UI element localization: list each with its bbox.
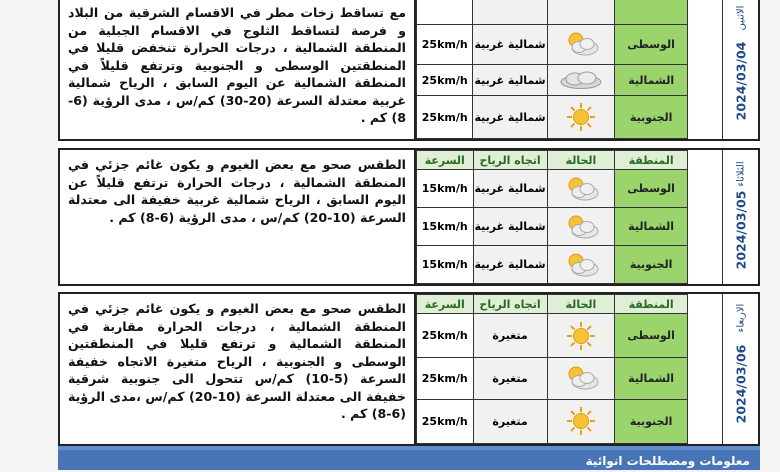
header-region: المنطقة [615,151,688,170]
day-description: الطقس صحو مع بعض الغيوم و يكون غائم جزئي في المنطقة الشمالية ، درجات الحرارة ترتفع قليلاً عن اليوم السابق ، الرياح شمالية غربية خفيفة الى معتدلة السرعة (10-20) كم/س ، مدى الرؤية (6-8) كم . [60,150,416,284]
day-description: الطقس صحو مع بعض الغيوم و يكون غائم جزئي في المنطقة الشمالية ، درجات الحرارة مقاربة في المنطقة الشمالية و ترتفع قليلا في المنطقتين الوسطى و الجنوبية ، الرياح متغيرة الاتجاه خفيفة السرعة (5-10) كم/س تتحول الى جنوبية شرقية خفيفة الى معتدلة السرعة (10-20) كم/س ،مدى الرؤية (6-8) كم . [60,294,416,444]
region-name: الشمالية [615,208,688,246]
header-speed: السرعة [417,151,474,170]
wind-speed: 15km/h [417,208,474,246]
region-name: الوسطى [615,170,688,208]
partly-cloudy-icon [548,30,615,58]
cloudy-icon [548,69,615,91]
weather-cell [547,0,615,25]
weather-cell [547,246,615,284]
wind-speed: 25km/h [417,314,474,358]
wind-speed: 25km/h [417,64,473,96]
weather-cell [547,314,615,358]
header-state: الحالة [547,151,615,170]
region-name: الجنوبية [615,246,688,284]
wind-direction: شمالية غربية [473,64,547,96]
forecast-sheet [58,0,760,470]
wind-direction: شمالية غربية [473,246,547,284]
region-name: الوسطى [615,314,688,358]
partly-cloudy-icon [548,175,615,203]
header-wind-dir: اتجاه الرياح [473,295,547,314]
wind-direction: متغيرة [473,314,547,358]
sunny-icon [548,321,615,351]
wind-speed [417,0,473,25]
weather-cell [547,25,615,65]
region-name: الجنوبية [615,399,688,443]
header-region: المنطقة [615,295,688,314]
wind-speed: 25km/h [417,25,473,65]
header-state: الحالة [547,295,615,314]
wind-speed: 25km/h [417,358,474,399]
wind-speed: 25km/h [417,96,473,139]
wind-direction: شمالية غربية [473,170,547,208]
footer-section-title: معلومات ومصطلحات انوائية [58,450,760,470]
weather-cell [547,399,615,443]
date-label: 2024/03/06 [733,344,748,424]
region-name: الوسطى [615,25,688,65]
day-name: الثلاثاء [735,161,746,187]
weather-cell [547,170,615,208]
wind-speed: 15km/h [417,170,474,208]
wind-direction: متغيرة [473,358,547,399]
wind-direction [473,0,547,25]
header-speed: السرعة [417,295,474,314]
date-column [722,0,758,139]
partly-cloudy-icon [548,251,615,279]
date-label: 2024/03/04 [733,41,748,121]
region-name: الجنوبية [615,96,688,139]
region-name [615,0,688,25]
header-wind-dir: اتجاه الرياح [473,151,547,170]
weather-cell [547,96,615,139]
sunny-icon [548,102,615,132]
day-description: مع تساقط زخات مطر في الاقسام الشرقية من البلاد و فرصة لتساقط الثلوج في الاقسام الجبلية من المنطقة الشمالية ، درجات الحرارة تنخفض قليلا في المنطقتين الوسطى و الجنوبية وترتفع قليلاً في المنطقة الشمالية عن اليوم السابق ، الرياح شمالية غربية معتدلة السرعة (20-30) كم/س ، مدى الرؤية (6-8) كم . [60,0,416,139]
wind-direction: شمالية غربية [473,208,547,246]
wind-direction: متغيرة [473,399,547,443]
weather-cell [547,358,615,399]
day-block-2 [58,148,760,286]
weather-cell [547,64,615,96]
day-block-1 [58,0,760,141]
partly-cloudy-icon [548,364,615,392]
region-name: الشمالية [615,64,688,96]
date-column [722,294,758,444]
wind-speed: 25km/h [417,399,474,443]
forecast-table [416,294,688,444]
date-label: 2024/03/05 [733,191,748,270]
region-name: الشمالية [615,358,688,399]
wind-direction: شمالية غربية [473,96,547,139]
day-name: الاثنين [735,5,746,31]
day-block-3 [58,292,760,446]
forecast-table [416,150,688,284]
weather-cell [547,208,615,246]
wind-direction: شمالية غربية [473,25,547,65]
partly-cloudy-icon [548,213,615,241]
day-name: الاربعاء [735,303,746,333]
sunny-icon [548,406,615,436]
wind-speed: 15km/h [417,246,474,284]
forecast-table [416,0,688,139]
date-column [722,150,758,284]
